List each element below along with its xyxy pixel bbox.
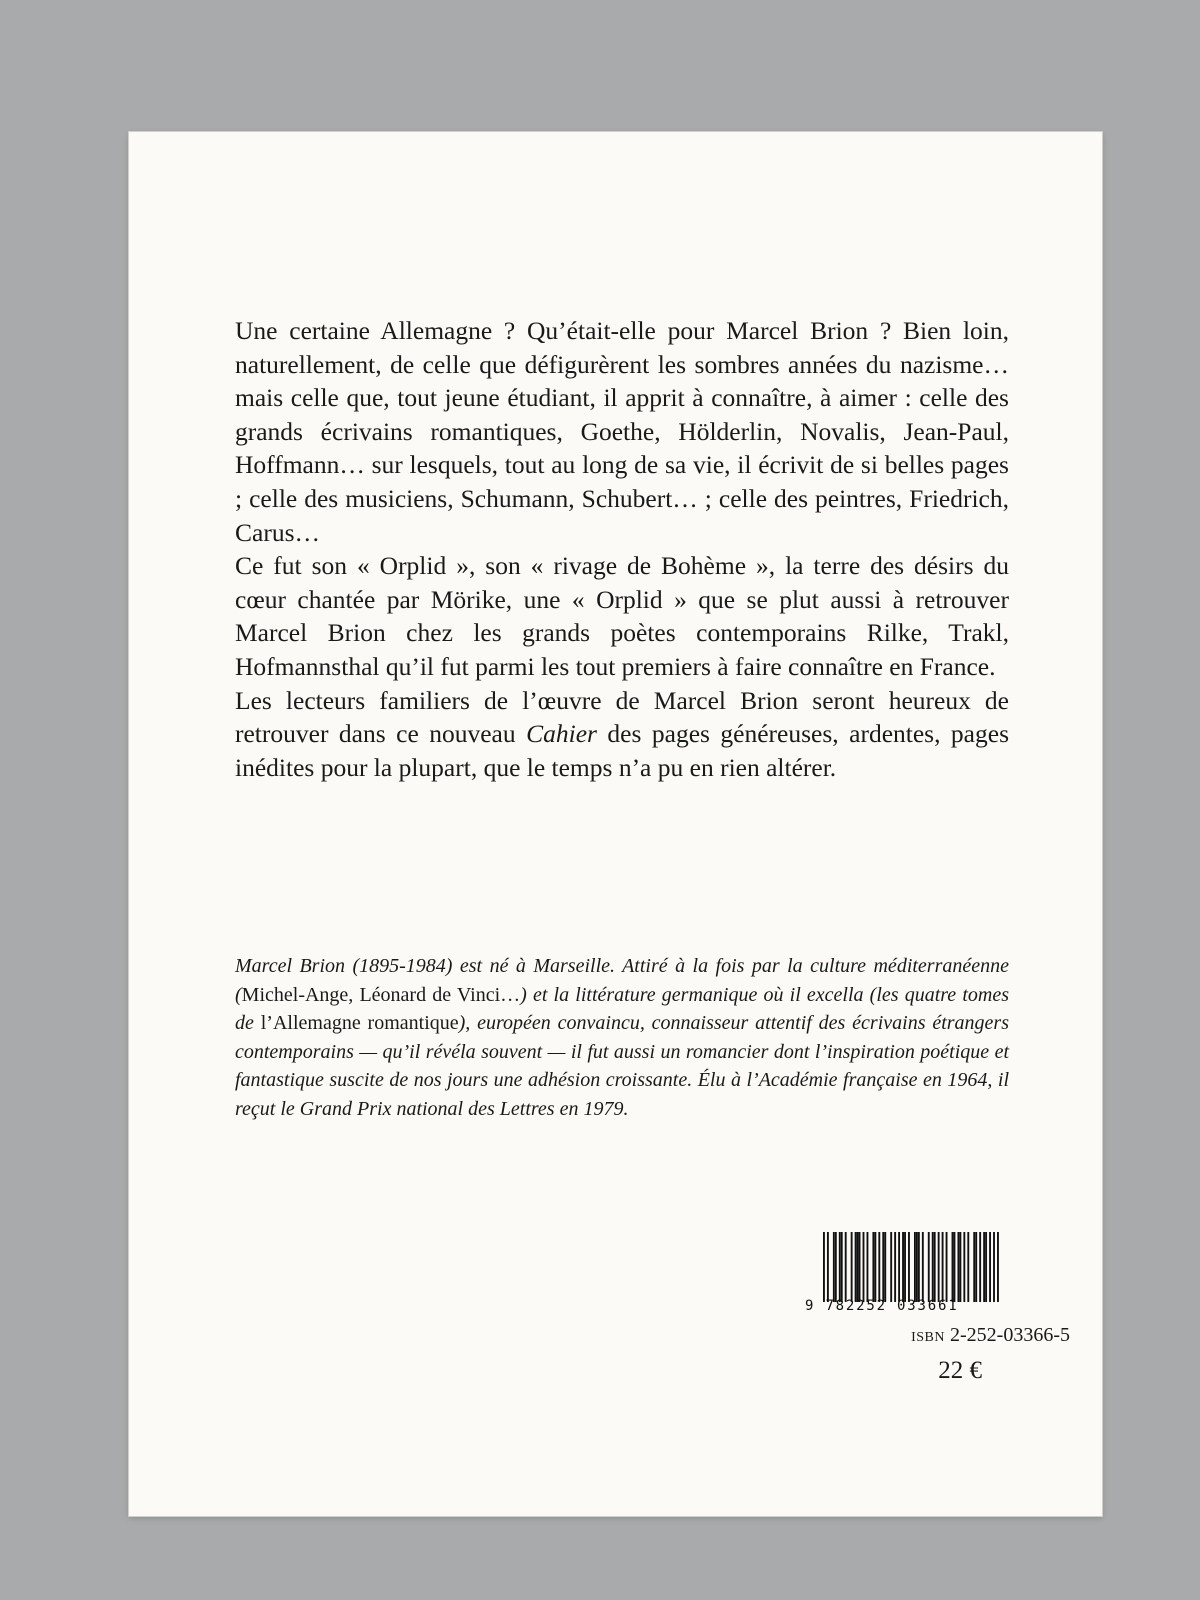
- barcode-bar: [938, 1232, 940, 1302]
- barcode-bar: [946, 1232, 948, 1302]
- barcode-bar: [890, 1232, 892, 1302]
- book-back-cover: [129, 132, 1102, 1516]
- isbn-number: 2-252-03366-5: [950, 1324, 1070, 1346]
- barcode-bar: [914, 1232, 916, 1302]
- barcode-bar: [916, 1232, 918, 1302]
- barcode-bar: [967, 1232, 969, 1302]
- barcode-bar: [851, 1232, 853, 1302]
- barcode-bar: [857, 1232, 859, 1302]
- author-bio: [235, 952, 1009, 1124]
- barcode-digits: 9 782252 033661: [805, 1298, 959, 1314]
- barcode-bar: [957, 1232, 959, 1302]
- barcode-bar: [859, 1232, 861, 1302]
- barcode-bar: [845, 1232, 847, 1302]
- barcode-bar: [902, 1232, 904, 1302]
- blurb-text: [235, 314, 1009, 784]
- barcode-bar: [882, 1232, 884, 1302]
- bio-part-3: ), européen convaincu, connaisseur attentif des écrivains étrangers contemporains — qu’il révéla souvent — il fut aussi un romancier dont l’inspiration poétique et fantastique suscite de nos jours une adhésion croissante. Élu à l’Académie française en 1964, il reçut le Grand Prix national des Lettres en 1979.: [235, 1012, 1009, 1120]
- barcode-bar: [963, 1232, 965, 1302]
- barcode-bar: [904, 1232, 906, 1302]
- barcode-bar: [839, 1232, 841, 1302]
- barcode-bar: [867, 1232, 869, 1302]
- blurb-paragraph-2: Ce fut son « Orplid », son « rivage de Bohème », la terre des désirs du cœur chantée par Mörike, une « Orplid » que se plut aussi à retrouver Marcel Brion chez les grands poètes contemporains Rilke, Trakl, Hofmannsthal qu’il fut parmi les tout premiers à faire connaître en France.: [235, 551, 1009, 681]
- barcode-bar: [934, 1232, 936, 1302]
- barcode-bar: [985, 1232, 987, 1302]
- barcode-bar: [908, 1232, 910, 1302]
- barcode-bar: [979, 1232, 981, 1302]
- barcode-bar: [823, 1232, 825, 1302]
- barcode-bar: [973, 1232, 975, 1302]
- barcode-bar: [898, 1232, 900, 1302]
- author-bio-paragraph: [235, 952, 1009, 1124]
- barcode-bar: [954, 1232, 956, 1302]
- barcode-bar: [863, 1232, 865, 1302]
- barcode-bar: [884, 1232, 886, 1302]
- barcode-image: [823, 1232, 999, 1302]
- cahier-title: Cahier: [526, 719, 597, 749]
- blurb-paragraph-3-start: Les lecteurs familiers de l’œuvre de Marcel Brion seront heureux de retrouver dans ce nouveau: [235, 685, 1009, 749]
- bio-upright-2: l’Allemagne romantique: [260, 1012, 459, 1035]
- isbn-line: [911, 1324, 1070, 1347]
- bio-upright-1: Michel-Ange, Léonard de Vinci…: [241, 983, 521, 1006]
- barcode-bar: [894, 1232, 896, 1302]
- barcode-bar: [878, 1232, 880, 1302]
- barcode-bar: [942, 1232, 944, 1302]
- price: 22 €: [938, 1357, 982, 1384]
- bio-part-2: ) et la littérature germanique où il excella (les quatre tomes de: [235, 983, 1010, 1035]
- barcode-bar: [827, 1232, 829, 1302]
- barcode-bar: [918, 1232, 920, 1302]
- isbn-prefix: ISBN: [911, 1330, 946, 1345]
- barcode-bar: [928, 1232, 930, 1302]
- barcode-bar: [993, 1232, 995, 1302]
- bio-part-1: Marcel Brion (1895-1984) est né à Marseille. Attiré à la fois par la culture méditerranéenne (: [235, 955, 1009, 1006]
- barcode-bar: [983, 1232, 985, 1302]
- barcode-bar: [833, 1232, 835, 1302]
- blurb-paragraph-1: Une certaine Allemagne ? Qu’était-elle pour Marcel Brion ? Bien loin, naturellement, de celle que défigurèrent les sombres années du nazisme… mais celle que, tout jeune étudiant, il apprit à connaître, à aimer : celle des grands écrivains romantiques, Goethe, Hölderlin, Novalis, Jean-Paul, Hoffmann… sur lesquels, tout au long de sa vie, il écrivit de si belles pages ; celle des musiciens, Schumann, Schubert… ; celle des peintres, Friedrich, Carus…: [235, 316, 1009, 547]
- barcode-bar: [997, 1232, 999, 1302]
- barcode-bar: [952, 1232, 954, 1302]
- blurb-paragraph-3-end: des pages généreuses, ardentes, pages inédites pour la plupart, que le temps n’a pu en rien altérer.: [235, 719, 1009, 782]
- blurb-paragraph-3: [235, 684, 1009, 785]
- barcode-bar: [855, 1232, 857, 1302]
- barcode-bar: [872, 1232, 874, 1302]
- barcode-bar: [835, 1232, 837, 1302]
- barcode-bar: [975, 1232, 977, 1302]
- barcode-bar: [922, 1232, 924, 1302]
- barcode-bar: [989, 1232, 991, 1302]
- barcode-bar: [959, 1232, 961, 1302]
- barcode-bar: [932, 1232, 934, 1302]
- barcode-bar: [841, 1232, 843, 1302]
- barcode-bar: [874, 1232, 876, 1302]
